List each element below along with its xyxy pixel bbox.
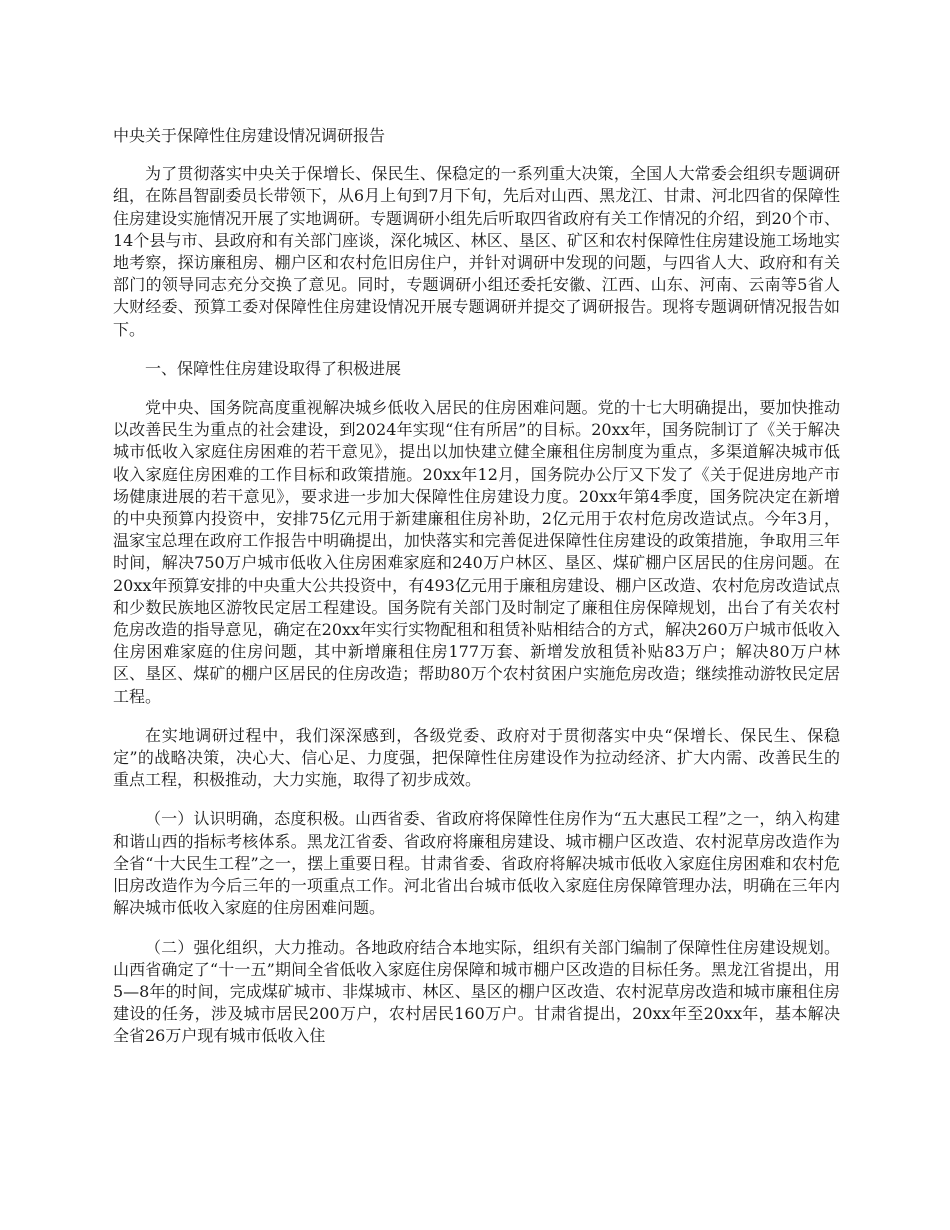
intro-paragraph: 为了贯彻落实中央关于保增长、保民生、保稳定的一系列重大决策，全国人大常委会组织专题调研组，在陈昌智副委员长带领下，从6月上旬到7月下旬，先后对山西、黑龙江、甘肃、河北四省的保障性住房建设实施情况开展了实地调研。专题调研小组先后听取四省政府有关工作情况的介绍，到20个市、14个县与市、县政府和有关部门座谈，深化城区、林区、垦区、矿区和农村保障性住房建设施工场地实地考察，探访廉租房、棚户区和农村危旧房住户，并针对调研中发现的问题，与四省人大、政府和有关部门的领导同志充分交换了意见。同时，专题调研小组还委托安徽、江西、山东、河南、云南等5省人大财经委、预算工委对保障性住房建设情况开展专题调研并提交了调研报告。现将专题调研情况报告如下。 bbox=[113, 164, 840, 339]
body-paragraph: （一）认识明确，态度积极。山西省委、省政府将保障性住房作为“五大惠民工程”之一，纳入构建和谐山西的指标考核体系。黑龙江省委、省政府将廉租房建设、城市棚户区改造、农村泥草房改造作为全省“十大民生工程”之一，摆上重要日程。甘肃省委、省政府将解决城市低收入家庭住房困难和农村危旧房改造作为今后三年的一项重点工作。河北省出台城市低收入家庭住房保障管理办法，明确在三年内解决城市低收入家庭的住房困难问题。 bbox=[113, 809, 840, 918]
document-title: 中央关于保障性住房建设情况调研报告 bbox=[113, 126, 386, 145]
section-heading: 一、保障性住房建设取得了积极进展 bbox=[145, 358, 402, 378]
document-body bbox=[113, 125, 840, 1065]
body-paragraph: （二）强化组织，大力推动。各地政府结合本地实际，组织有关部门编制了保障性住房建设规划。山西省确定了“十一五”期间全省低收入家庭住房保障和城市棚户区改造的目标任务。黑龙江省提出，用5—8年的时间，完成煤矿城市、非煤城市、林区、垦区的棚户区改造、农村泥草房改造和城市廉租住房建设的任务，涉及城市居民200万户，农村居民160万户。甘肃省提出，20xx年至20xx年，基本解决全省26万户现有城市低收入住 bbox=[113, 937, 840, 1046]
body-paragraph: 在实地调研过程中，我们深深感到，各级党委、政府对于贯彻落实中央“保增长、保民生、保稳定”的战略决策，决心大、信心足、力度强，把保障性住房建设作为拉动经济、扩大内需、改善民生的重点工程，积极推动，大力实施，取得了初步成效。 bbox=[113, 725, 840, 790]
body-paragraph: 党中央、国务院高度重视解决城乡低收入居民的住房困难问题。党的十七大明确提出，要加快推动以改善民生为重点的社会建设，到2024年实现“住有所居”的目标。20xx年，国务院制订了《关于解决城市低收入家庭住房困难的若干意见》，提出以加快建立健全廉租住房制度为重点，多渠道解决城市低收入家庭住房困难的工作目标和政策措施。20xx年12月，国务院办公厅又下发了《关于促进房地产市场健康进展的若干意见》，要求进一步加大保障性住房建设力度。20xx年第4季度，国务院决定在新增的中央预算内投资中，安排75亿元用于新建廉租住房补助，2亿元用于农村危房改造试点。今年3月，温家宝总理在政府工作报告中明确提出，加快落实和完善促进保障性住房建设的政策措施，争取用三年时间，解决750万户城市低收入住房困难家庭和240万户林区、垦区、煤矿棚户区居民的住房问题。在20xx年预算安排的中央重大公共投资中，有493亿元用于廉租房建设、棚户区改造、农村危房改造试点和少数民族地区游牧民定居工程建设。国务院有关部门及时制定了廉租住房保障规划，出台了有关农村危房改造的指导意见，确定在20xx年实行实物配租和租赁补贴相结合的方式，解决260万户城市低收入住房困难家庭的住房问题，其中新增廉租住房177万套、新增发放租赁补贴83万户；解决80万户林区、垦区、煤矿的棚户区居民的住房改造；帮助80万个农村贫困户实施危房改造；继续推动游牧民定居工程。 bbox=[113, 398, 840, 706]
